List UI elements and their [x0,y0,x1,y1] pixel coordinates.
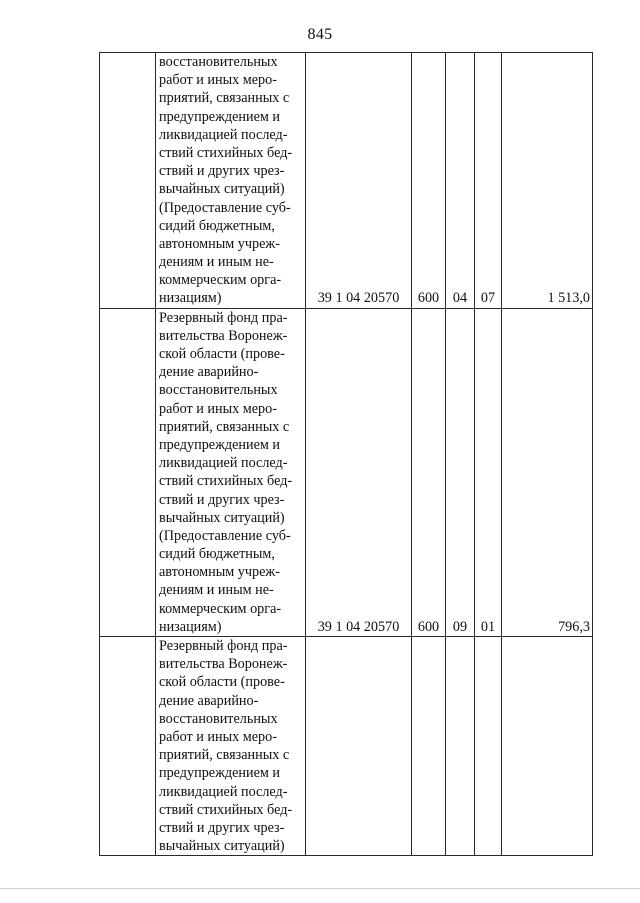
table-row [100,308,593,636]
item-name-line: низациям) [159,618,222,635]
target-code-cell: 39 1 04 20570 [306,53,412,309]
item-name-line: ствий стихийных бед- [159,801,293,818]
section-cell: 09 [446,308,475,636]
item-name-line: восстановительных [159,382,278,399]
page-number: 845 [307,26,333,43]
item-name-line: ствий стихийных бед- [159,473,293,490]
target-code-cell: 39 1 04 20570 [306,308,412,636]
item-name-line: коммерческим орга- [159,272,282,289]
item-name-line: ликвидацией послед- [159,126,288,143]
item-name-line: низациям) [159,290,222,307]
budget-table [99,52,593,856]
amount-cell: 1 513,0 [502,53,593,309]
item-name-line: ской области (прове- [159,346,285,362]
scan-edge-line [0,888,640,889]
subsection-cell: 07 [475,53,502,309]
item-name-line: дение аварийно- [159,364,259,381]
table-row [100,637,593,856]
item-name-line: приятий, связанных с [159,90,290,107]
item-name-line: дениям и иным не- [159,582,274,599]
amount-cell: 796,3 [502,308,593,636]
item-name-line: предупреждением и [159,436,281,453]
table-row [100,53,593,309]
expense-type-cell: 600 [412,308,446,636]
item-name-line: ской области (прове- [159,674,285,691]
item-name-line: вительства Воронеж- [159,656,288,673]
item-name-cell [156,53,306,309]
item-name-cell [156,637,306,856]
item-name-line: дениям и иным не- [159,254,274,271]
item-name-line: работ и иных меро- [159,72,277,89]
expense-type-cell: 600 [412,53,446,309]
item-name-line: восстановительных [159,710,278,727]
item-name-line: приятий, связанных с [159,747,290,764]
item-name-line: автономным учреж- [159,564,280,581]
item-name-line: сидий бюджетным, [159,217,275,234]
target-code-cell [306,637,412,856]
subsection-cell: 01 [475,308,502,636]
section-cell: 04 [446,53,475,309]
item-name-line: ствий стихийных бед- [159,144,293,161]
item-name-line: ствий и других чрез- [159,491,285,508]
item-name-line: вительства Воронеж- [159,327,288,344]
item-name-line: дение аварийно- [159,692,259,709]
item-name-line: ликвидацией послед- [159,455,288,472]
item-name-line: приятий, связанных с [159,418,290,435]
amount-cell [502,637,593,856]
item-name-line: ликвидацией послед- [159,783,288,800]
section-cell [446,637,475,856]
item-name-line: автономным учреж- [159,235,280,252]
item-name-line: ствий и других чрез- [159,163,285,180]
item-name-line: сидий бюджетным, [159,546,275,563]
item-name-line: Резервный фонд пра- [159,638,288,654]
item-name-line: коммерческим орга- [159,600,282,617]
item-name-line: (Предоставление суб- [159,527,291,544]
item-name-line: вычайных ситуаций) [159,509,285,526]
item-name-line: вычайных ситуаций) [159,838,285,855]
item-name-line: предупреждением и [159,765,281,782]
item-name-line: предупреждением и [159,108,281,125]
subsection-cell [475,637,502,856]
item-name-line: (Предоставление суб- [159,199,291,216]
item-name-line: восстановительных [159,54,278,70]
row-number-cell [100,53,156,309]
item-name-line: ствий и других чрез- [159,819,285,836]
row-number-cell [100,308,156,636]
item-name-cell [156,308,306,636]
item-name-line: Резервный фонд пра- [159,309,288,326]
item-name-line: работ и иных меро- [159,728,277,745]
item-name-line: вычайных ситуаций) [159,181,285,198]
table-body [100,53,593,856]
row-number-cell [100,637,156,856]
item-name-line: работ и иных меро- [159,400,277,417]
expense-type-cell [412,637,446,856]
